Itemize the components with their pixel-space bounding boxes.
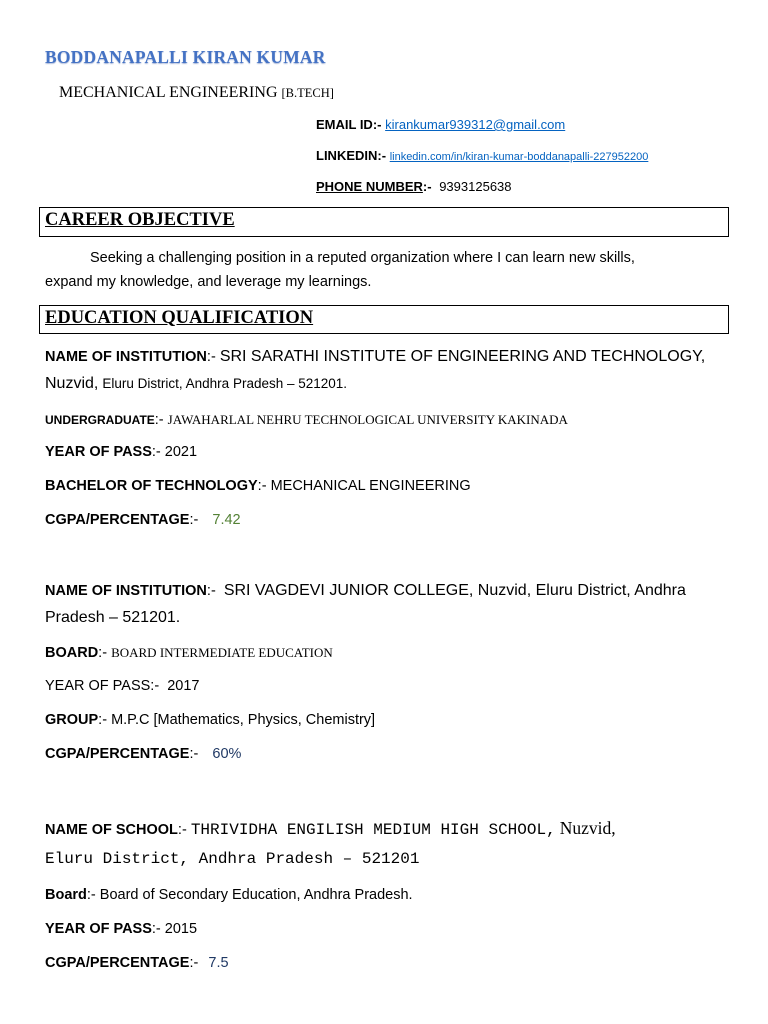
school-board-label: Board — [45, 887, 87, 903]
college-cgpa-sep: :- — [189, 512, 199, 528]
college-ug-sep: :- — [154, 412, 164, 428]
college-ug-value: JAWAHARLAL NEHRU TECHNOLOGICAL UNIVERSITY KAKINADA — [167, 412, 568, 427]
career-objective-title: CAREER OBJECTIVE — [45, 210, 235, 230]
college-year-value: 2021 — [164, 444, 198, 460]
junior-year-row — [45, 678, 199, 694]
junior-institution-label: NAME OF INSTITUTION — [45, 583, 207, 599]
college-institution-label: NAME OF INSTITUTION — [45, 349, 207, 365]
department: MECHANICAL ENGINEERING — [59, 84, 278, 101]
college-town: Nuzvid, — [45, 375, 99, 392]
email-row — [316, 117, 565, 132]
junior-board-row — [45, 645, 333, 661]
school-row — [45, 818, 616, 839]
linkedin-link[interactable]: linkedin.com/in/kiran-kumar-boddanapalli-227952200 — [389, 151, 649, 163]
college-year-sep: :- — [151, 444, 161, 460]
college-degree-value: MECHANICAL ENGINEERING — [270, 478, 471, 494]
junior-year-value: 2017 — [167, 678, 200, 694]
school-board-value: Board of Secondary Education, Andhra Pradesh. — [99, 887, 413, 903]
linkedin-label: LINKEDIN — [316, 148, 378, 163]
school-name: THRIVIDHA ENGILISH MEDIUM HIGH SCHOOL, — [190, 821, 556, 839]
linkedin-sep: :- — [377, 148, 387, 163]
college-degree-label: BACHELOR OF TECHNOLOGY — [45, 478, 258, 494]
school-year-row — [45, 921, 197, 937]
junior-institution-row — [45, 582, 686, 600]
career-objective-header — [39, 207, 729, 237]
email-label: EMAIL ID — [316, 117, 373, 132]
junior-institution-value: SRI VAGDEVI JUNIOR COLLEGE, Nuzvid, Eluru District, Andhra — [223, 582, 686, 599]
school-town: Nuzvid, — [559, 818, 616, 838]
candidate-name: BODDANAPALLI KIRAN KUMAR — [45, 47, 326, 67]
school-board-sep: :- — [86, 887, 96, 903]
phone-number: 9393125638 — [439, 179, 512, 194]
degree: [B.TECH] — [281, 86, 334, 100]
junior-institution-sep: :- — [206, 583, 216, 599]
junior-group-row — [45, 712, 375, 728]
school-label: NAME OF SCHOOL — [45, 822, 178, 838]
junior-board-label: BOARD — [45, 645, 99, 661]
education-title: EDUCATION QUALIFICATION — [45, 308, 314, 328]
junior-board-value: BOARD INTERMEDIATE EDUCATION — [111, 645, 333, 660]
junior-cgpa-value: 60% — [212, 746, 242, 762]
college-cgpa-row — [45, 512, 241, 528]
email-link[interactable]: kirankumar939312@gmail.com — [385, 117, 566, 132]
school-cgpa-sep: :- — [189, 955, 199, 971]
college-cgpa-value: 7.42 — [212, 512, 241, 528]
college-degree-sep: :- — [257, 478, 267, 494]
school-board-row — [45, 887, 413, 903]
school-address: Eluru District, Andhra Pradesh – 521201 — [45, 850, 420, 868]
junior-cgpa-sep: :- — [189, 746, 199, 762]
junior-group-label: GROUP — [45, 712, 99, 728]
college-degree-row — [45, 478, 471, 494]
email-sep: :- — [372, 117, 382, 132]
school-year-label: YEAR OF PASS — [45, 921, 152, 937]
junior-board-sep: :- — [98, 645, 108, 661]
college-institution-row — [45, 348, 705, 366]
phone-sep: :- — [422, 179, 432, 194]
career-objective-text — [45, 246, 725, 294]
junior-cgpa-row — [45, 746, 241, 762]
career-line-2: expand my knowledge, and leverage my learnings. — [45, 274, 372, 290]
school-cgpa-label: CGPA/PERCENTAGE — [45, 955, 190, 971]
junior-institution-line-2: Pradesh – 521201. — [45, 609, 181, 626]
school-cgpa-row — [45, 955, 229, 971]
college-institution-value: SRI SARATHI INSTITUTE OF ENGINEERING AND TECHNOLOGY, — [219, 348, 706, 365]
phone-row — [316, 179, 512, 194]
junior-group-sep: :- — [98, 712, 108, 728]
junior-group-value: M.P.C [Mathematics, Physics, Chemistry] — [111, 712, 376, 728]
junior-year-label: YEAR OF PASS:- — [45, 678, 160, 694]
college-address: Eluru District, Andhra Pradesh – 521201. — [102, 376, 348, 391]
education-header — [39, 305, 729, 334]
department-line — [59, 84, 334, 102]
college-institution-row-2 — [45, 375, 347, 393]
college-institution-sep: :- — [206, 349, 216, 365]
school-year-sep: :- — [151, 921, 161, 937]
college-cgpa-label: CGPA/PERCENTAGE — [45, 512, 190, 528]
school-year-value: 2015 — [164, 921, 198, 937]
career-line-1: Seeking a challenging position in a reputed organization where I can learn new skills, — [90, 250, 635, 266]
college-ug-row — [45, 412, 568, 428]
college-year-label: YEAR OF PASS — [45, 444, 152, 460]
junior-cgpa-label: CGPA/PERCENTAGE — [45, 746, 190, 762]
college-year-row — [45, 444, 197, 460]
school-cgpa-value: 7.5 — [208, 955, 229, 971]
linkedin-row — [316, 148, 648, 163]
school-sep: :- — [177, 822, 187, 838]
phone-label: PHONE NUMBER — [316, 179, 423, 194]
college-ug-label: UNDERGRADUATE — [45, 413, 155, 427]
